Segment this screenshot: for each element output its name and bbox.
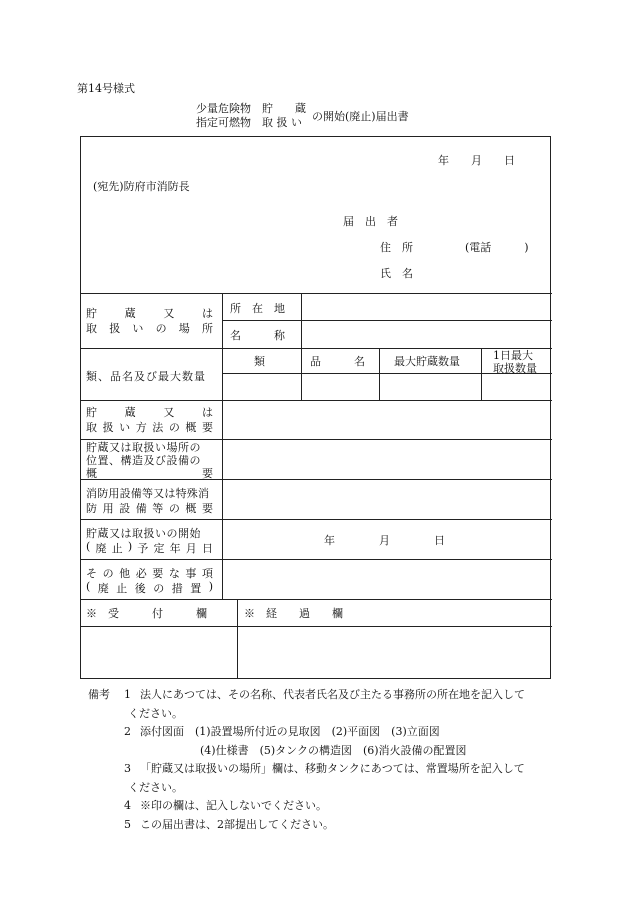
note-row xyxy=(88,797,568,816)
char: 所 xyxy=(201,322,213,335)
method-label-line-1 xyxy=(86,404,213,420)
location-label-line-1 xyxy=(86,305,213,321)
char: 方 xyxy=(135,421,147,434)
char: い xyxy=(132,322,144,335)
address-label: 住 所 xyxy=(380,241,413,254)
fire-label-line-2 xyxy=(86,500,213,516)
char: 事 xyxy=(185,567,197,580)
note-text: ください。 xyxy=(128,706,183,720)
char: は xyxy=(201,307,213,320)
method-label-line-2 xyxy=(86,419,213,435)
title-line-1: 少量危険物 貯 蔵 xyxy=(196,102,306,115)
char: ( xyxy=(86,580,91,593)
char: な xyxy=(168,567,180,580)
char: 蔵 xyxy=(124,406,136,419)
divider xyxy=(301,348,302,400)
char: 項 xyxy=(201,567,213,580)
char: ) xyxy=(208,580,213,593)
note-text: 「貯蔵又は取扱いの場所」欄は、移動タンクにあつては、常置場所を記入して xyxy=(140,762,525,775)
char: 置 xyxy=(190,582,202,595)
char: 措 xyxy=(171,582,183,595)
reception-header: ※ 受 付 欄 xyxy=(86,607,207,620)
char: 日 xyxy=(201,542,213,555)
char: 予 xyxy=(137,542,149,555)
progress-header: ※ 経 過 欄 xyxy=(244,607,343,620)
col-daily-max-line-2: 取扱数量 xyxy=(493,362,537,375)
divider xyxy=(379,348,380,400)
note-number: 1 xyxy=(124,688,131,701)
note-number: 4 xyxy=(124,799,131,812)
char: 廃 xyxy=(97,582,109,595)
char: 止 xyxy=(116,582,128,595)
divider xyxy=(222,293,223,599)
note-text: 法人にあつては、その名称、代表者氏名及び主たる事務所の所在地を記入して xyxy=(140,688,525,701)
char: 廃 xyxy=(95,542,107,555)
char: 概 xyxy=(185,421,197,434)
other-label-line-1 xyxy=(86,565,213,581)
char: の xyxy=(168,421,180,434)
note-text: (4)仕様書 (5)タンクの構造図 (6)消火設備の配置図 xyxy=(200,743,467,757)
note-text: 添付図面 (1)設置場所付近の見取図 (2)平面図 (3)立面図 xyxy=(140,725,440,738)
note-row xyxy=(88,686,568,705)
char: 備 xyxy=(135,502,147,515)
schedule-label-line-2 xyxy=(86,540,213,556)
name-label: 氏 名 xyxy=(380,267,413,280)
schedule-date-field: 年 月 日 xyxy=(324,534,445,547)
col-max-storage: 最大貯蔵数量 xyxy=(394,355,460,368)
location-address-label: 所 在 地 xyxy=(230,302,285,315)
char: 防 xyxy=(86,502,97,515)
divider xyxy=(481,348,482,400)
char: 又 xyxy=(163,307,175,320)
char: い xyxy=(119,421,131,434)
char: 止 xyxy=(111,542,123,555)
char: ) xyxy=(127,540,133,553)
char: 法 xyxy=(152,421,164,434)
char: の xyxy=(168,502,180,515)
char: 又 xyxy=(163,406,175,419)
structure-label-line-2: 位置、構造及び設備の xyxy=(86,454,201,467)
note-row xyxy=(88,779,568,798)
date-field: 年 月 日 xyxy=(438,154,515,167)
char: 要 xyxy=(201,502,213,515)
char: 設 xyxy=(119,502,131,515)
char: の xyxy=(153,582,165,595)
note-row xyxy=(88,760,568,779)
char: 扱 xyxy=(109,322,121,335)
char: 要 xyxy=(202,467,213,480)
char: の xyxy=(155,322,167,335)
form-number: 第14号様式 xyxy=(77,82,135,95)
char: 他 xyxy=(119,567,131,580)
char: 取 xyxy=(86,322,97,335)
char: 要 xyxy=(152,567,164,580)
location-label-line-2 xyxy=(86,320,213,336)
char: そ xyxy=(86,567,97,580)
col-daily-max-line-1: 1日最大 xyxy=(493,349,533,362)
note-number: 2 xyxy=(124,725,131,738)
char: は xyxy=(201,406,213,419)
form-table xyxy=(80,136,551,679)
char: 定 xyxy=(153,542,165,555)
note-number: 3 xyxy=(124,762,131,775)
char: 場 xyxy=(178,322,190,335)
structure-label-line-3 xyxy=(86,465,213,481)
divider xyxy=(81,626,552,627)
divider xyxy=(81,400,552,401)
divider xyxy=(81,293,552,294)
addressee: (宛先)防府市消防長 xyxy=(93,180,190,193)
structure-label-line-1: 貯蔵又は取扱い場所の xyxy=(86,441,201,454)
note-number: 5 xyxy=(124,817,131,831)
location-name-label: 名 称 xyxy=(230,329,285,342)
phone-label: (電話 ) xyxy=(465,241,529,254)
kind-label: 類、品名及び最大数量 xyxy=(86,370,206,383)
title-tail: の開始(廃止)届出書 xyxy=(312,110,409,123)
col-kind: 類 xyxy=(254,355,265,368)
char: 貯 xyxy=(86,406,97,419)
char: 概 xyxy=(185,502,197,515)
schedule-label-line-1: 貯蔵又は取扱いの開始 xyxy=(86,527,201,540)
other-label-line-2 xyxy=(86,580,213,596)
char: の xyxy=(102,567,114,580)
notifier-label: 届 出 者 xyxy=(343,215,398,228)
note-row xyxy=(88,816,568,835)
title-stack xyxy=(196,102,306,130)
divider xyxy=(81,599,552,600)
note-row xyxy=(88,742,568,761)
note-row xyxy=(88,723,568,742)
divider xyxy=(81,559,552,560)
note-row xyxy=(88,705,568,724)
fire-label-line-1: 消防用設備等又は特殊消 xyxy=(86,487,210,500)
notes-heading: 備考 xyxy=(88,688,110,701)
char: 要 xyxy=(201,421,213,434)
char: 取 xyxy=(86,421,97,434)
divider xyxy=(222,320,552,321)
char: 蔵 xyxy=(124,307,136,320)
note-text: この届出書は、2部提出してください。 xyxy=(140,817,334,831)
char: 用 xyxy=(102,502,114,515)
title-line-2: 指定可燃物 取 扱 い xyxy=(196,116,302,129)
note-text: ※印の欄は、記入しないでください。 xyxy=(140,799,327,812)
notes xyxy=(88,686,568,834)
col-product-name: 品 名 xyxy=(310,355,365,368)
char: 等 xyxy=(152,502,164,515)
char: ( xyxy=(86,540,91,553)
divider xyxy=(301,293,302,348)
note-text: ください。 xyxy=(128,780,183,794)
divider xyxy=(237,599,238,679)
char: 必 xyxy=(135,567,147,580)
char: 扱 xyxy=(102,421,114,434)
char: 月 xyxy=(185,542,197,555)
char: 概 xyxy=(86,467,97,480)
char: 貯 xyxy=(86,307,97,320)
char: 後 xyxy=(134,582,146,595)
divider xyxy=(81,519,552,520)
char: 年 xyxy=(169,542,181,555)
